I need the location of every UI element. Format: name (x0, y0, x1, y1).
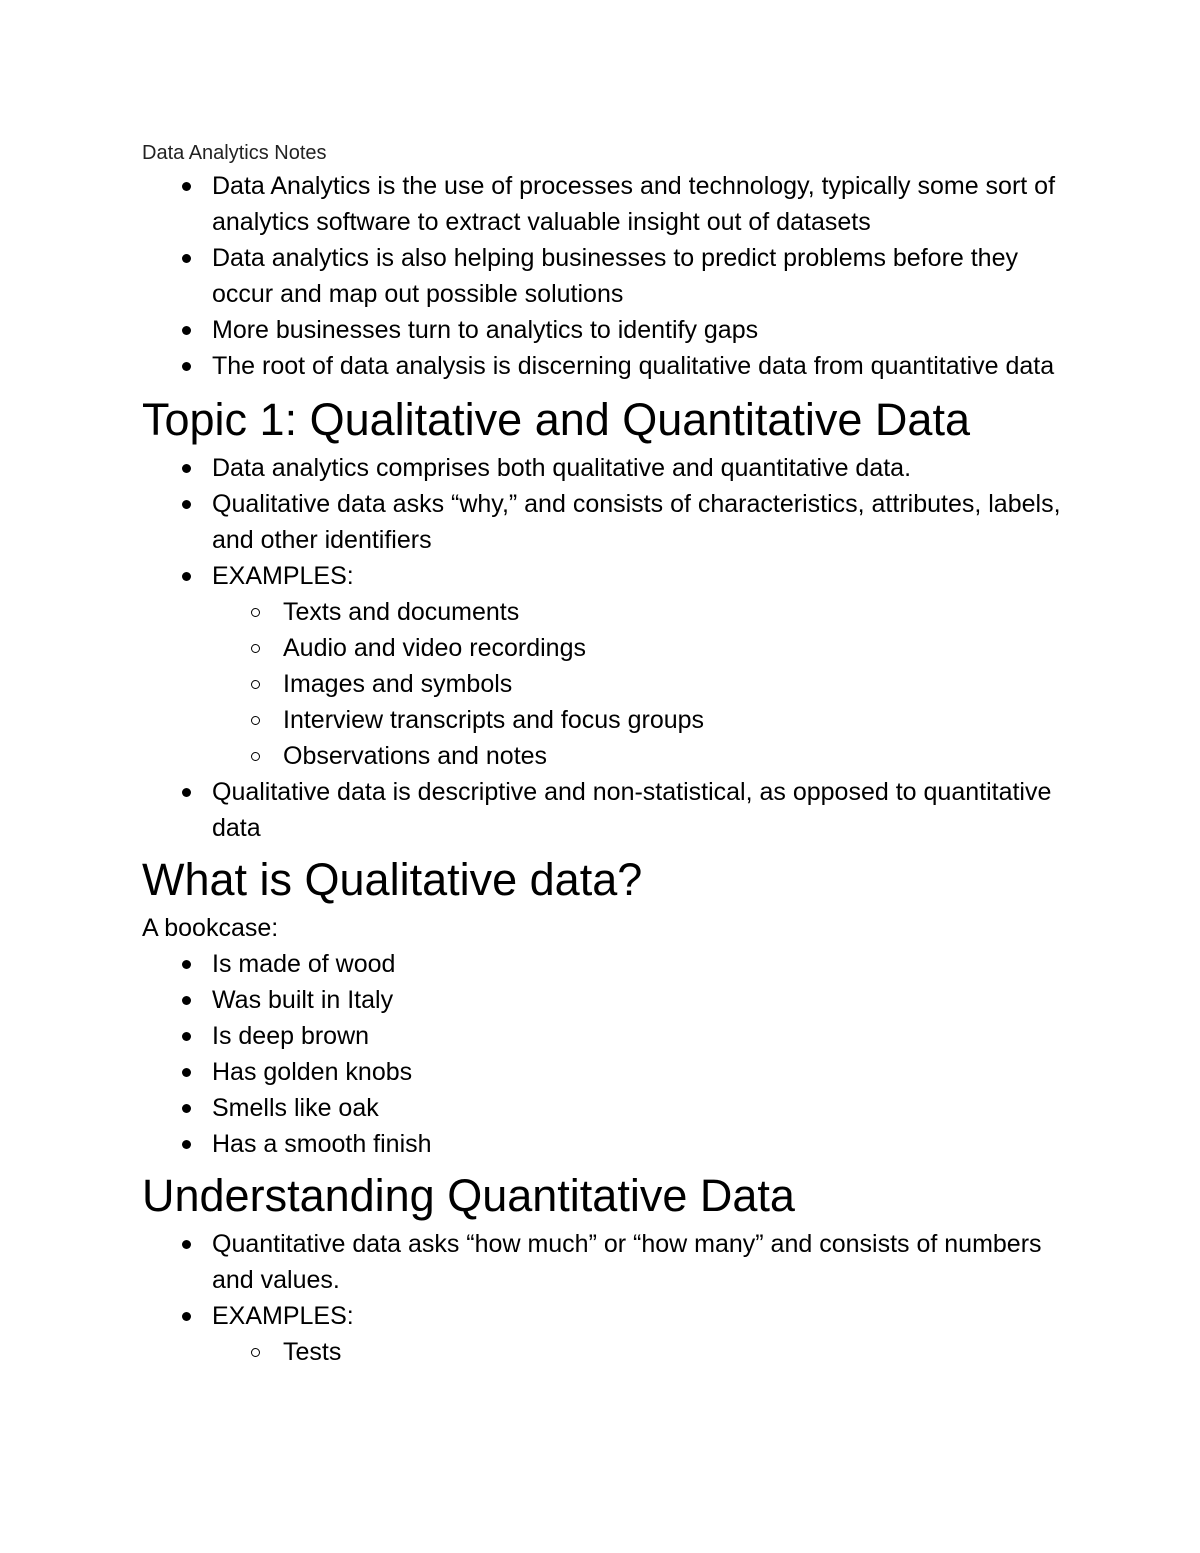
list-item (142, 348, 1082, 384)
sub-list-item (142, 1334, 1082, 1370)
bullet-icon (182, 788, 191, 797)
bullet-icon (182, 464, 191, 473)
list-item (142, 946, 1082, 982)
list-item (142, 1054, 1082, 1090)
sub-list-item-text: Tests (283, 1338, 342, 1366)
sub-list-item (142, 702, 1082, 738)
qualitative-heading: What is Qualitative data? (142, 854, 643, 905)
sub-list-item-text: Images and symbols (283, 670, 513, 698)
quantitative-heading: Understanding Quantitative Data (142, 1170, 795, 1221)
bullet-icon (182, 182, 191, 191)
bullet-icon (182, 254, 191, 263)
intro-bullet-list (142, 168, 1082, 384)
sub-list-item (142, 594, 1082, 630)
list-item-text: Smells like oak (212, 1094, 379, 1122)
list-item (142, 774, 1082, 846)
bullet-icon (182, 362, 191, 371)
hollow-bullet-icon (251, 1348, 260, 1357)
document-title: Data Analytics Notes (142, 142, 327, 164)
bookcase-bullet-list (142, 946, 1082, 1162)
list-item (142, 1090, 1082, 1126)
bullet-icon (182, 572, 191, 581)
sub-list-item-text: Texts and documents (283, 598, 520, 626)
list-item-text: Quantitative data asks “how much” or “how many” and consists of numbers and values. (212, 1230, 1042, 1294)
list-item (142, 558, 1082, 594)
topic1-heading: Topic 1: Qualitative and Quantitative Data (142, 394, 970, 445)
document-page (142, 138, 1082, 1370)
sub-list-item (142, 738, 1082, 774)
topic1-bullet-list (142, 450, 1082, 846)
bullet-icon (182, 500, 191, 509)
sub-list-item-text: Interview transcripts and focus groups (283, 706, 705, 734)
list-item-text: EXAMPLES: (212, 1302, 354, 1330)
list-item (142, 486, 1082, 558)
list-item-text: Is made of wood (212, 950, 396, 978)
list-item-text: Was built in Italy (212, 986, 394, 1014)
list-item (142, 1126, 1082, 1162)
list-item-text: Qualitative data asks “why,” and consists of characteristics, attributes, labels, and other identifiers (212, 490, 1061, 554)
bullet-icon (182, 1240, 191, 1249)
bullet-icon (182, 1140, 191, 1149)
quantitative-bullet-list (142, 1226, 1082, 1370)
list-item-text: More businesses turn to analytics to identify gaps (212, 316, 759, 344)
hollow-bullet-icon (251, 608, 260, 617)
bullet-icon (182, 326, 191, 335)
list-item (142, 1226, 1082, 1298)
bullet-icon (182, 1104, 191, 1113)
sub-list-item (142, 666, 1082, 702)
list-item (142, 240, 1082, 312)
bullet-icon (182, 1068, 191, 1077)
hollow-bullet-icon (251, 644, 260, 653)
list-item (142, 168, 1082, 240)
hollow-bullet-icon (251, 680, 260, 689)
list-item-text: Data analytics comprises both qualitative and quantitative data. (212, 454, 912, 482)
list-item-text: Is deep brown (212, 1022, 370, 1050)
bookcase-lead: A bookcase: (142, 914, 279, 942)
list-item-text: The root of data analysis is discerning qualitative data from quantitative data (212, 352, 1055, 380)
list-item-text: EXAMPLES: (212, 562, 354, 590)
hollow-bullet-icon (251, 752, 260, 761)
list-item (142, 982, 1082, 1018)
bullet-icon (182, 960, 191, 969)
list-item-text: Data Analytics is the use of processes and technology, typically some sort of analytics software to extract valuable insight out of datasets (212, 172, 1056, 236)
list-item (142, 1018, 1082, 1054)
hollow-bullet-icon (251, 716, 260, 725)
bullet-icon (182, 996, 191, 1005)
list-item (142, 1298, 1082, 1334)
bullet-icon (182, 1032, 191, 1041)
list-item-text: Data analytics is also helping businesses to predict problems before they occur and map out possible solutions (212, 244, 1018, 308)
list-item-text: Qualitative data is descriptive and non-statistical, as opposed to quantitative data (212, 778, 1052, 842)
sub-list-item-text: Observations and notes (283, 742, 548, 770)
list-item-text: Has a smooth finish (212, 1130, 432, 1158)
sub-list-item (142, 630, 1082, 666)
list-item-text: Has golden knobs (212, 1058, 413, 1086)
list-item (142, 450, 1082, 486)
bullet-icon (182, 1312, 191, 1321)
sub-list-item-text: Audio and video recordings (283, 634, 586, 662)
list-item (142, 312, 1082, 348)
